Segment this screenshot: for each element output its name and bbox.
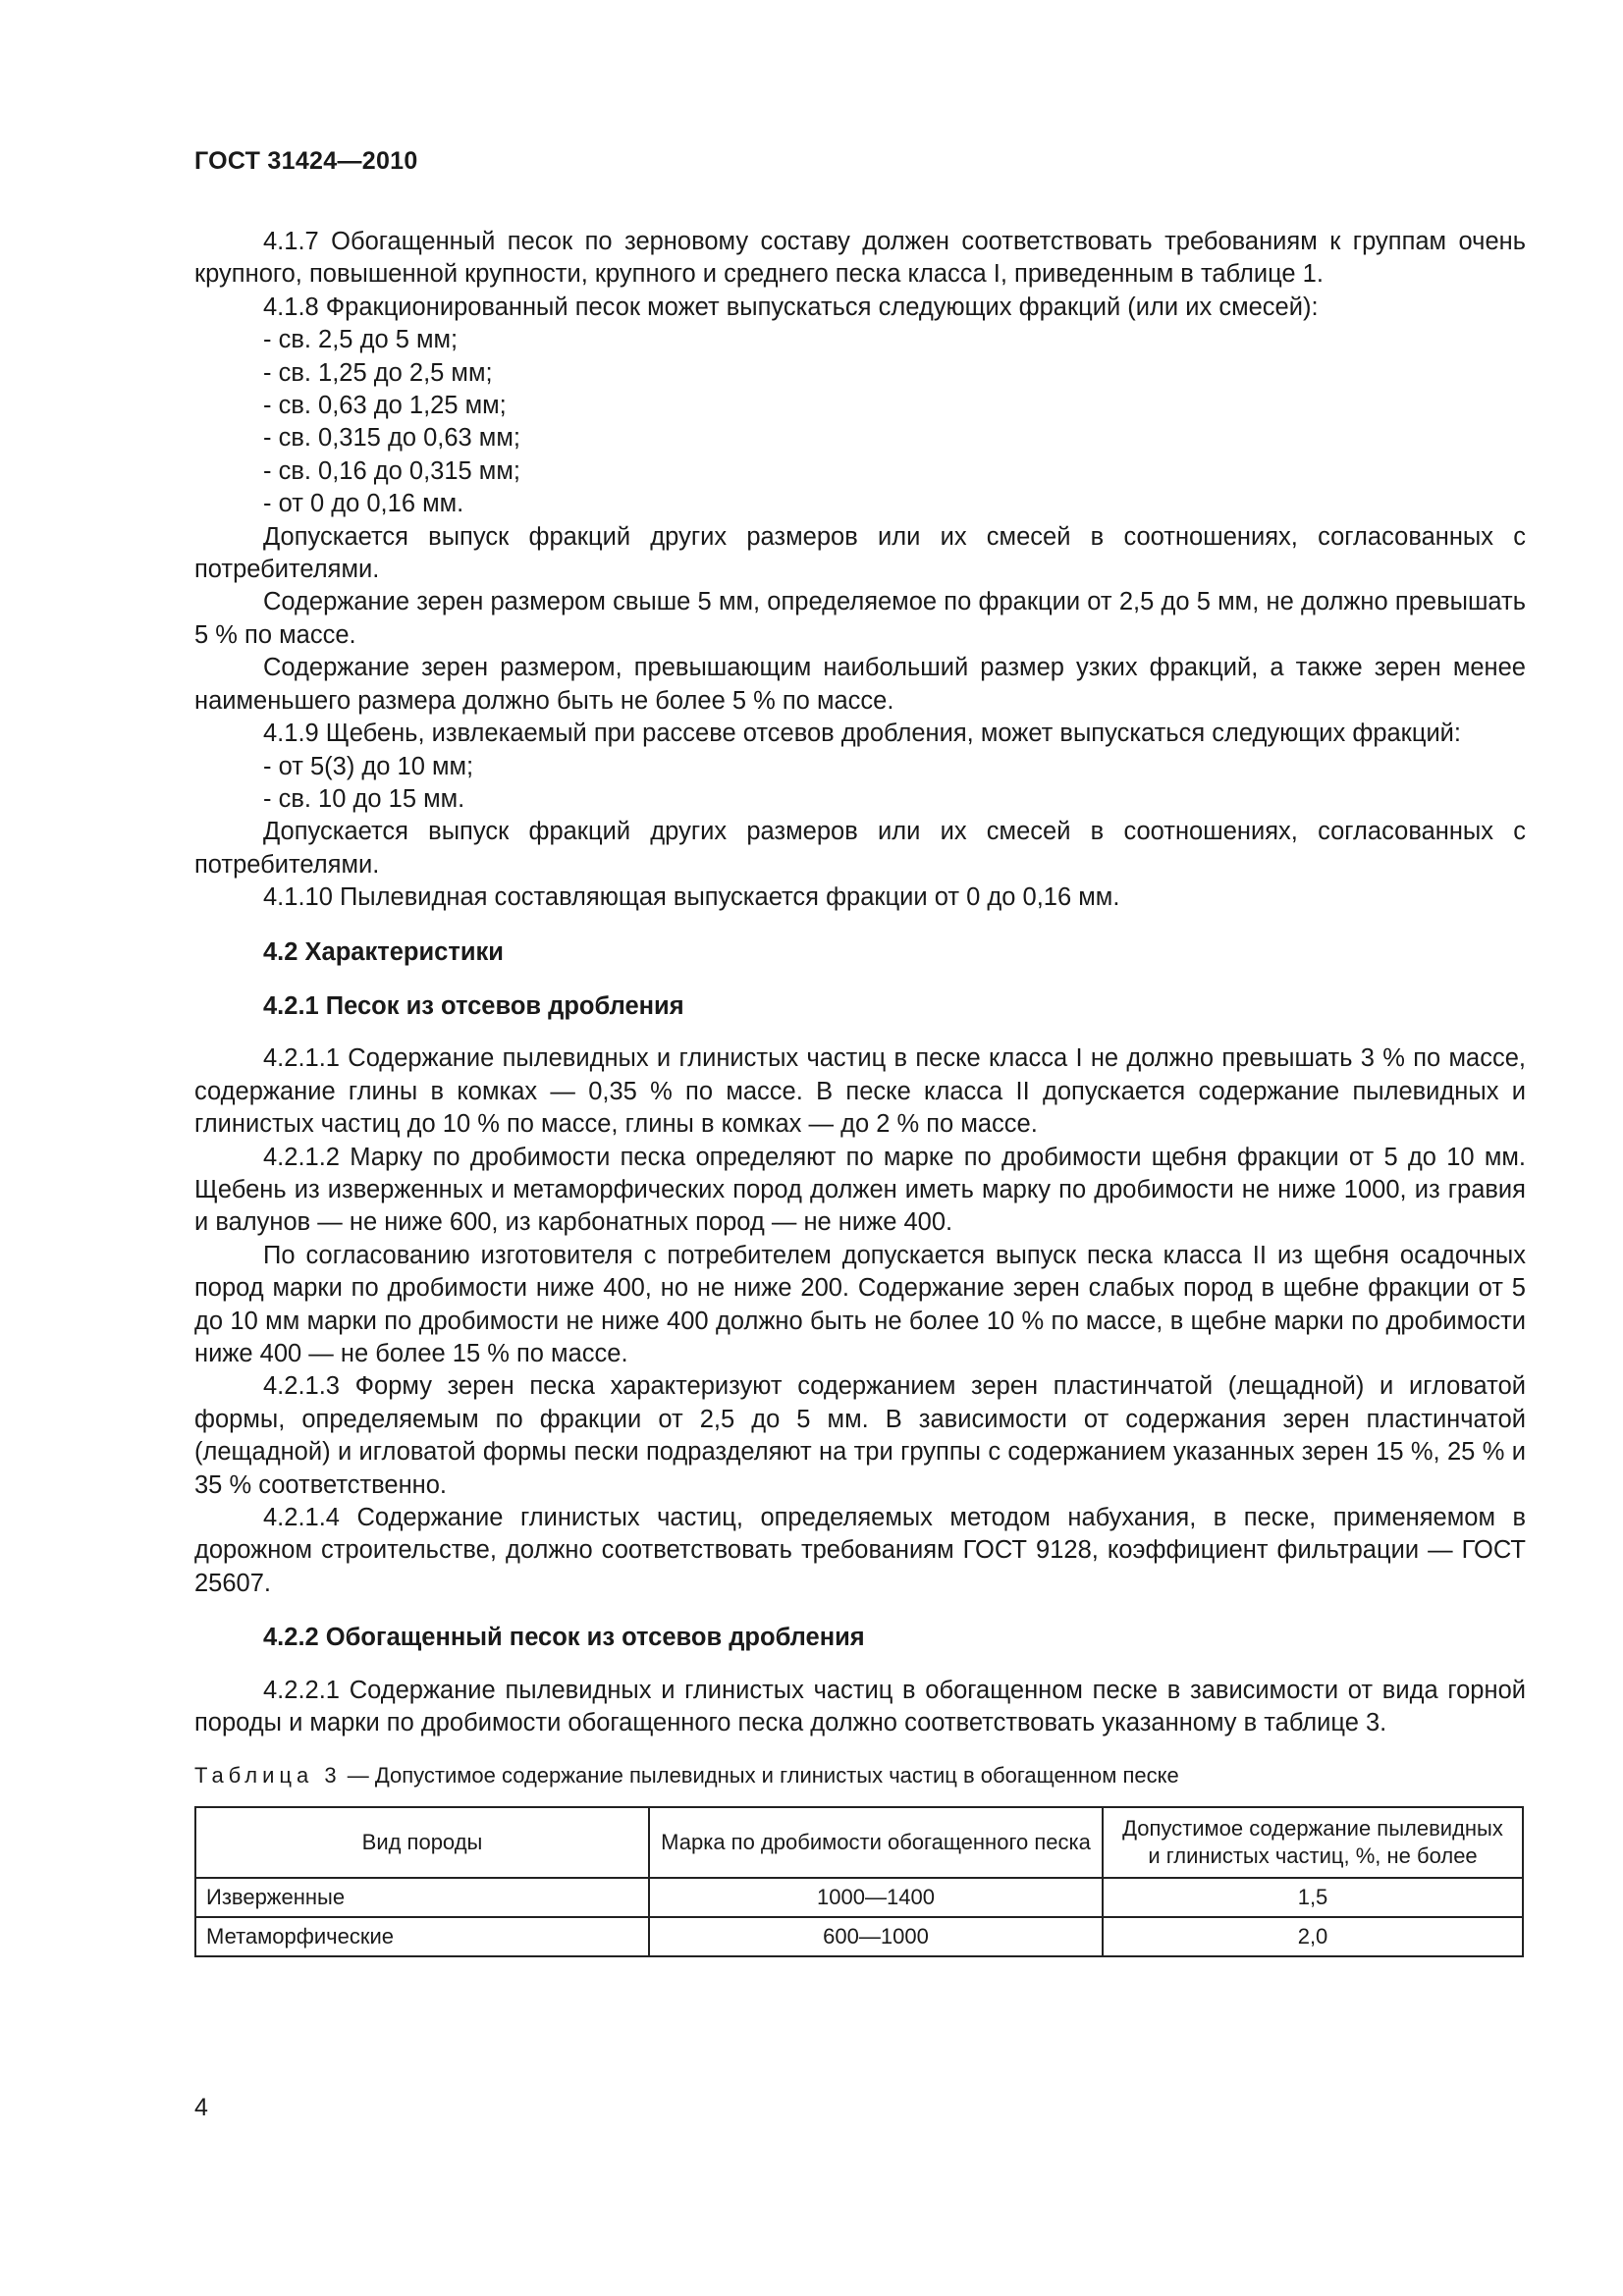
list-item: - св. 2,5 до 5 мм; bbox=[263, 326, 459, 354]
section-heading-4-2-1: 4.2.1 Песок из отсевов дробления bbox=[263, 991, 684, 1020]
paragraph-4-1-7: 4.1.7 Обогащенный песок по зерновому составу должен соответствовать требованиям к группам очень крупного, повышенной крупности, крупного и среднего песка класса I, приведенным в таблице 1. bbox=[194, 228, 1526, 289]
paragraph-4-2-1-1: 4.2.1.1 Содержание пылевидных и глинистых частиц в песке класса I не должно превышать 3 % по массе, содержание глины в комках — 0,35 % по массе. В песке класса II допускается содержание пылевидных и глинистых частиц до 10 % по массе, глины в комках — до 2 % по массе. bbox=[194, 1044, 1526, 1139]
table-cell: 1000—1400 bbox=[649, 1878, 1103, 1917]
document-body bbox=[194, 226, 1526, 1957]
table-caption-text: — Допустимое содержание пылевидных и глинистых частиц в обогащенном песке bbox=[341, 1763, 1179, 1789]
document-header: ГОСТ 31424—2010 bbox=[194, 147, 418, 175]
list-item: - св. 0,315 до 0,63 мм; bbox=[263, 424, 520, 453]
section-heading-4-2-2: 4.2.2 Обогащенный песок из отсевов дробления bbox=[263, 1624, 865, 1652]
paragraph-4-2-1-2: 4.2.1.2 Марку по дробимости песка определяют по марке по дробимости щебня фракции от 5 до 10 мм. Щебень из изверженных и метаморфических пород должен иметь марку по дробимости не ниже 1000, из гравия и валунов — не ниже 600, из карбонатных пород — не ниже 400. bbox=[194, 1143, 1526, 1237]
table-cell: 2,0 bbox=[1103, 1917, 1523, 1956]
list-item: - св. 0,63 до 1,25 мм; bbox=[263, 392, 507, 420]
table-cell: Изверженные bbox=[195, 1878, 649, 1917]
table-cell: 1,5 bbox=[1103, 1878, 1523, 1917]
list-item: - от 0 до 0,16 мм. bbox=[263, 490, 464, 518]
page-number: 4 bbox=[194, 2094, 208, 2121]
paragraph-4-1-9-a: Допускается выпуск фракций других размеров или их смесей в соотношениях, согласованных с потребителями. bbox=[194, 818, 1526, 879]
table-row bbox=[195, 1917, 1523, 1956]
paragraph-4-1-10: 4.1.10 Пылевидная составляющая выпускается фракции от 0 до 0,16 мм. bbox=[263, 883, 1120, 912]
paragraph-4-1-8-c: Содержание зерен размером, превышающим наибольший размер узких фракций, а также зерен менее наименьшего размера должно быть не более 5 % по массе. bbox=[194, 654, 1526, 715]
paragraph-4-2-2-1: 4.2.2.1 Содержание пылевидных и глинистых частиц в обогащенном песке в зависимости от вида горной породы и марки по дробимости обогащенного песка должно соответствовать указанному в таблице 3. bbox=[194, 1676, 1526, 1737]
table-header-cell: Вид породы bbox=[195, 1807, 649, 1878]
table-cell: 600—1000 bbox=[649, 1917, 1103, 1956]
table-caption bbox=[194, 1761, 1526, 1790]
paragraph-4-2-1-4: 4.2.1.4 Содержание глинистых частиц, определяемых методом набухания, в песке, применяемом в дорожном строительстве, должно соответствовать требованиям ГОСТ 9128, коэффициент фильтрации — ГОСТ 25607. bbox=[194, 1504, 1526, 1597]
table-header-cell: Допустимое содержание пылевидных и глинистых частиц, %, не более bbox=[1103, 1807, 1523, 1878]
table-header-row bbox=[195, 1807, 1523, 1878]
list-item: - от 5(3) до 10 мм; bbox=[263, 752, 474, 780]
paragraph-4-2-1-2-a: По согласованию изготовителя с потребителем допускается выпуск песка класса II из щебня осадочных пород марки по дробимости ниже 400, но не ниже 200. Содержание зерен слабых пород в щебне фракции от 5 до 10 мм марки по дробимости не ниже 400 должно быть не более 10 % по массе, в щебне марки по дробимости ниже 400 — не более 15 % по массе. bbox=[194, 1241, 1526, 1367]
paragraph-4-2-1-3: 4.2.1.3 Форму зерен песка характеризуют содержанием зерен пластинчатой (лещадной) и игловатой формы, определяемым по фракции от 2,5 до 5 мм. В зависимости от содержания зерен пластинчатой (лещадной) и игловатой формы пески подразделяют на три группы с содержанием указанных зерен 15 %, 25 % и 35 % соответственно. bbox=[194, 1372, 1526, 1499]
table-row bbox=[195, 1878, 1523, 1917]
table-caption-label: Таблица 3 bbox=[194, 1763, 342, 1789]
list-item: - св. 10 до 15 мм. bbox=[263, 784, 465, 813]
paragraph-4-1-8-b: Содержание зерен размером свыше 5 мм, определяемое по фракции от 2,5 до 5 мм, не должно превышать 5 % по массе. bbox=[194, 588, 1526, 649]
list-item: - св. 1,25 до 2,5 мм; bbox=[263, 358, 493, 387]
section-heading-4-2: 4.2 Характеристики bbox=[263, 937, 504, 966]
paragraph-4-1-8: 4.1.8 Фракционированный песок может выпускаться следующих фракций (или их смесей): bbox=[263, 293, 1319, 321]
table-header-cell: Марка по дробимости обогащенного песка bbox=[649, 1807, 1103, 1878]
paragraph-4-1-8-a: Допускается выпуск фракций других размеров или их смесей в соотношениях, согласованных с потребителями. bbox=[194, 522, 1526, 584]
paragraph-4-1-9: 4.1.9 Щебень, извлекаемый при рассеве отсевов дробления, может выпускаться следующих фракций: bbox=[263, 720, 1462, 748]
table-3 bbox=[194, 1806, 1524, 1957]
list-item: - св. 0,16 до 0,315 мм; bbox=[263, 456, 520, 485]
table-cell: Метаморфические bbox=[195, 1917, 649, 1956]
